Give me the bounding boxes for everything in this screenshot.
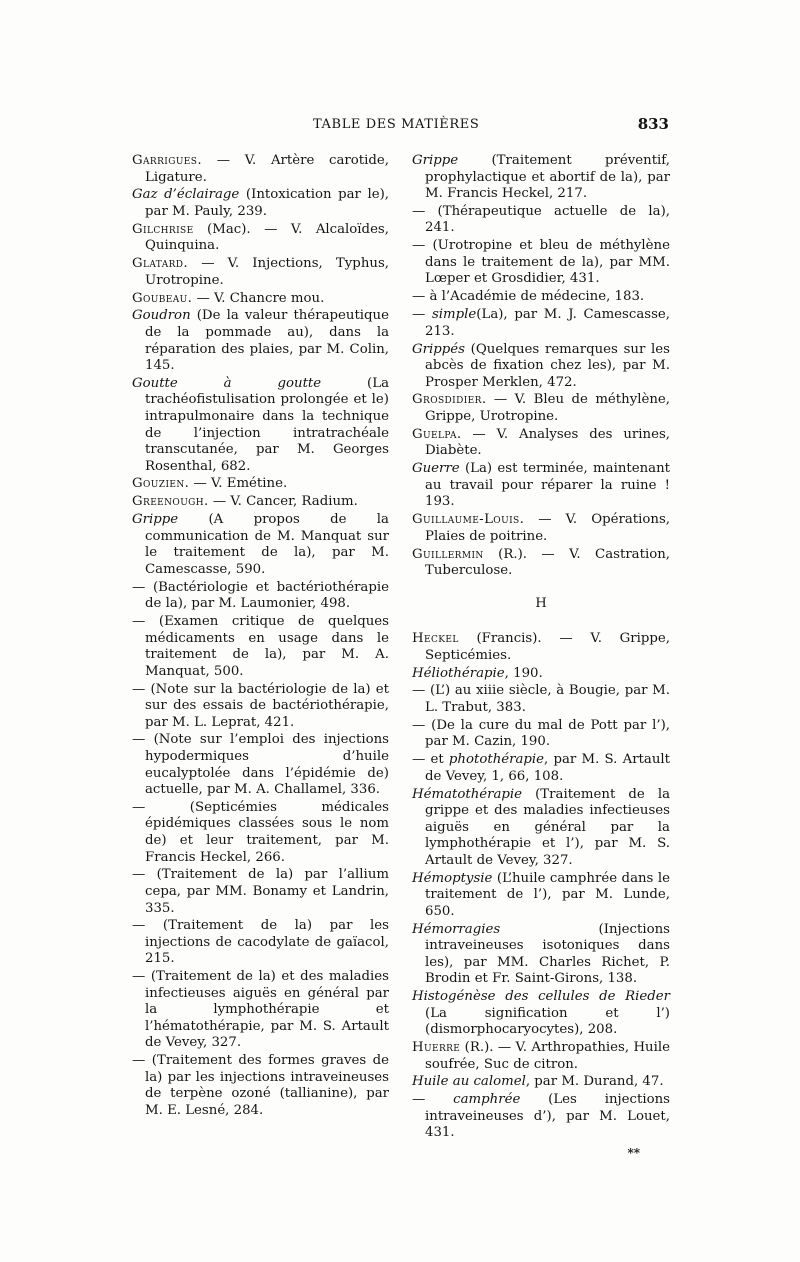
entry-heading: Histogénèse des cellules de Rieder — [412, 989, 670, 1005]
entry-heading: Greenough. — [132, 494, 209, 510]
index-entry — [132, 291, 389, 308]
index-entry — [132, 376, 389, 475]
entry-text: — (Thérapeutique actuelle de la), 241. — [412, 203, 670, 236]
page-header — [132, 117, 669, 139]
index-entry — [412, 204, 670, 237]
entry-text: — V. Analyses des urines, Diabète. — [425, 426, 670, 459]
entry-heading: Huile au calomel — [412, 1074, 526, 1090]
index-entry — [412, 307, 670, 340]
left-column — [132, 153, 389, 1121]
entry-text: (Les injections intraveineuses d’), par M. Louet, 431. — [425, 1092, 670, 1141]
index-entry — [132, 222, 389, 255]
entry-subheading: camphrée — [453, 1092, 521, 1108]
page-number: 833 — [637, 115, 669, 133]
entry-heading: Grosdidier. — [412, 392, 487, 408]
index-entry — [132, 1053, 389, 1119]
entry-text: (Francis). — V. Grippe, Septicémies. — [425, 631, 670, 663]
entry-heading: — — [412, 307, 432, 323]
index-entry — [132, 153, 389, 186]
entry-heading: Hémorragies — [412, 921, 501, 937]
entry-text: (La signification et l’) (dismorphocaryocytes), 208. — [425, 1005, 670, 1038]
index-entry — [132, 187, 389, 220]
entry-subheading: simple — [431, 307, 477, 323]
index-entry — [132, 614, 389, 680]
index-entry — [412, 752, 670, 785]
entry-text: (Mac). — V. Alcaloïdes, Quinquina. — [145, 221, 389, 254]
entry-text: (Traitement préventif, prophylactique et abortif de la), par M. Francis Heckel, 217. — [425, 153, 670, 202]
entry-heading: Guelpa. — [412, 426, 462, 442]
index-entry — [412, 683, 670, 716]
entry-text: — V. Emétine. — [189, 476, 288, 492]
entry-heading: Guerre — [412, 461, 460, 477]
index-entry — [412, 1074, 670, 1091]
index-entry — [412, 153, 670, 203]
entry-heading: Grippe — [412, 153, 459, 168]
entry-text: — (L’) au xiiie siècle, à Bougie, par M. L. Trabut, 383. — [412, 683, 670, 715]
index-entry — [412, 787, 670, 870]
entry-text: , par M. Durand, 47. — [525, 1074, 664, 1090]
entry-heading: Hémoptysie — [412, 870, 493, 886]
entry-text: — (Note sur la bactériologie de la) et sur des essais de bactériothérapie, par M. L. Leprat, 421. — [132, 681, 389, 730]
index-entry — [412, 631, 670, 664]
entry-text: — (Bactériologie et bactériothérapie de la), par M. Laumonier, 498. — [132, 579, 389, 612]
index-entry — [132, 682, 389, 732]
index-entry — [132, 800, 389, 866]
entry-text: , par M. S. Artault de Vevey, 1, 66, 108. — [425, 752, 670, 784]
entry-heading: Heckel — [412, 631, 459, 647]
index-entry — [412, 238, 670, 288]
entry-text: — (De la cure du mal de Pott par l’), par M. Cazin, 190. — [412, 717, 670, 750]
index-entry — [412, 718, 670, 751]
entry-heading: — — [412, 1092, 454, 1108]
index-entry — [132, 476, 389, 493]
entry-heading: Hématothérapie — [412, 786, 523, 802]
entry-heading: — et — [412, 752, 449, 768]
signature-mark: ** — [627, 1145, 640, 1160]
entry-text: — à l’Académie de médecine, 183. — [412, 289, 645, 305]
right-column-h-entries — [412, 631, 670, 1142]
entry-text: (La trachéofistulisation prolongée et le) intrapulmonaire dans la technique de l’injection intratrachéale transcutanée, par M. Georges Rosenthal, 682. — [145, 375, 389, 474]
entry-text: (Injections intraveineuses isotoniques dans les), par MM. Charles Richet, P. Brodin et Fr. Saint-Girons, 138. — [425, 921, 670, 987]
entry-text: — V. Artère carotide, Ligature. — [145, 153, 389, 185]
entry-text: , 190. — [504, 665, 543, 681]
entry-text: — (Examen critique de quelques médicaments en usage dans le traitement de la), par M. A. Manquat, 500. — [132, 614, 389, 679]
index-entry — [412, 922, 670, 988]
entry-heading: Goutte à goutte — [132, 375, 322, 391]
entry-text: (De la valeur thérapeutique de la pommade au), dans la réparation des plaies, par M. Colin, 145. — [145, 308, 389, 374]
index-entry — [412, 392, 670, 425]
entry-text: — (Traitement de la) par les injections de cacodylate de gaïacol, 215. — [132, 918, 389, 967]
entry-heading: Héliothérapie — [412, 665, 505, 681]
entry-heading: Gaz d’éclairage — [132, 187, 240, 203]
entry-text: (Intoxication par le), par M. Pauly, 239. — [145, 187, 390, 219]
entry-text: — V. Opérations, Plaies de poitrine. — [425, 512, 670, 544]
entry-text: (Traitement de la grippe et des maladies infectieuses aiguës en général par la lymphothérapie et l’), par M. S. Artault de Vevey, 327. — [425, 786, 670, 868]
entry-text: — V. Bleu de méthylène, Grippe, Urotropine. — [425, 392, 670, 424]
section-letter: H — [535, 595, 547, 611]
entry-heading: Grippe — [132, 512, 179, 528]
index-entry — [132, 512, 389, 578]
entry-text: — V. Chancre mou. — [192, 290, 325, 306]
index-entry — [412, 547, 670, 580]
entry-text: (Quelques remarques sur les abcès de fixation chez les), par M. Prosper Merklen, 472. — [425, 341, 670, 390]
index-entry — [132, 256, 389, 289]
entry-text: — (Septicémies médicales épidémiques classées sous le nom de) et leur traitement, par M. Francis Heckel, 266. — [132, 799, 389, 865]
entry-text: — V. Injections, Typhus, Urotropine. — [145, 256, 389, 288]
index-entry — [132, 867, 389, 917]
entry-text: (La), par M. J. Camescasse, 213. — [425, 307, 670, 339]
index-entry — [132, 918, 389, 968]
entry-heading: Guillermin — [412, 546, 484, 562]
index-entry — [132, 580, 389, 613]
entry-text: (R.). — V. Arthropathies, Huile soufrée, Suc de citron. — [425, 1039, 670, 1072]
entry-text: (La) est terminée, maintenant au travail pour réparer la ruine ! 193. — [425, 461, 670, 510]
entry-heading: Grippés — [412, 341, 465, 357]
running-title: TABLE DES MATIÈRES — [313, 117, 480, 132]
entry-text: (R.). — V. Castration, Tuberculose. — [425, 546, 670, 579]
entry-heading: Guillaume-Louis. — [412, 512, 525, 528]
index-entry — [132, 494, 389, 511]
index-entry — [412, 427, 670, 460]
index-entry — [412, 871, 670, 921]
entry-heading: Gilchrise — [132, 221, 194, 237]
entry-text: — V. Cancer, Radium. — [208, 494, 358, 510]
index-entry — [132, 969, 389, 1052]
entry-heading: Garrigues. — [132, 153, 202, 168]
entry-heading: Goubeau. — [132, 290, 193, 306]
entry-text: — (Note sur l’emploi des injections hypodermiques d’huile eucalyptolée dans l’épidémie de) actuelle, par M. A. Challamel, 336. — [132, 732, 389, 798]
index-entry — [412, 461, 670, 511]
entry-heading: Goudron — [132, 308, 191, 324]
index-entry — [412, 1092, 670, 1142]
index-entry — [132, 308, 389, 374]
index-entry — [412, 989, 670, 1039]
index-entry — [412, 342, 670, 392]
index-entry — [412, 1040, 670, 1073]
entry-text: (L’huile camphrée dans le traitement de l’), par M. Lunde, 650. — [425, 870, 670, 919]
entry-text: — (Traitement de la) par l’allium cepa, par MM. Bonamy et Landrin, 335. — [132, 867, 389, 916]
entry-subheading: photothérapie — [448, 752, 545, 768]
right-column — [412, 153, 670, 1161]
entry-text: (A propos de la communication de M. Manquat sur le traitement de la), par M. Camescasse, 590. — [145, 512, 389, 577]
entry-heading: Huerre — [412, 1039, 461, 1055]
index-entry — [412, 512, 670, 545]
entry-heading: Glatard. — [132, 256, 189, 272]
index-entry — [412, 666, 670, 683]
entry-text: — (Traitement des formes graves de la) par les injections intraveineuses de terpène ozoné (tallianine), par M. E. Lesné, 284. — [132, 1053, 389, 1118]
entry-text: — (Traitement de la) et des maladies infectieuses aiguës en général par la lymphothérapie et l’hématothérapie, par M. S. Artault de Vevey, 327. — [132, 969, 389, 1051]
index-entry — [132, 732, 389, 798]
index-entry — [412, 289, 670, 306]
entry-heading: Gouzien. — [132, 476, 190, 492]
entry-text: — (Urotropine et bleu de méthylène dans le traitement de la), par MM. Lœper et Grosdidier, 431. — [412, 238, 670, 287]
right-column-g-entries — [412, 153, 670, 580]
